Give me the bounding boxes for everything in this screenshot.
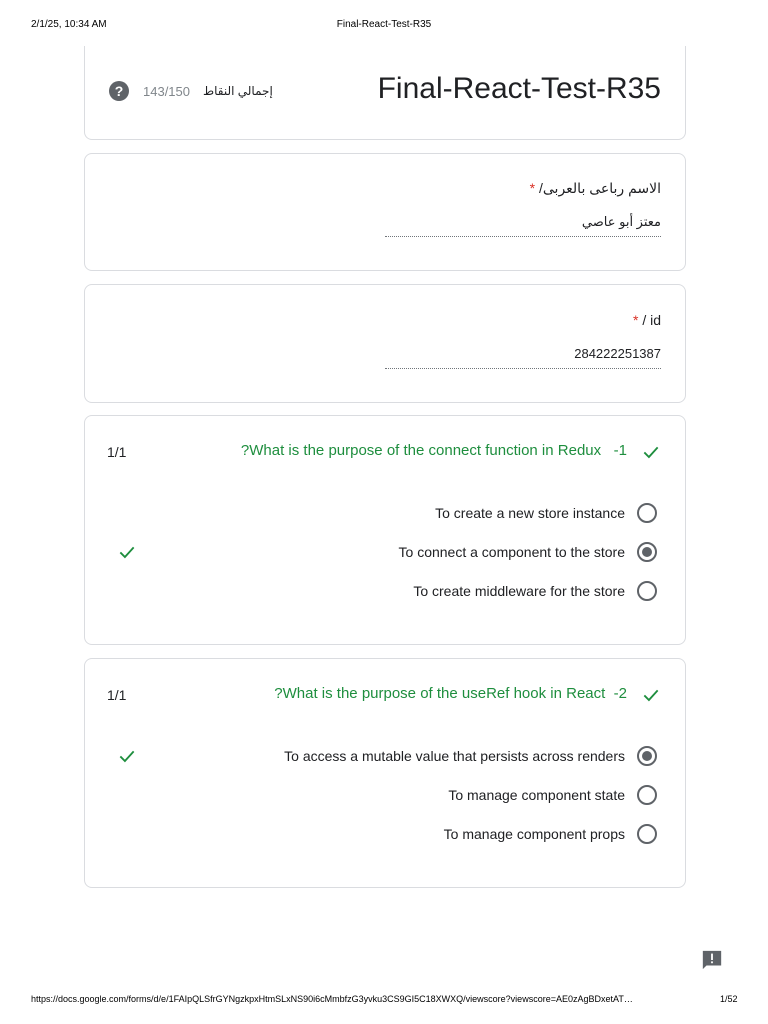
required-mark: * — [529, 180, 536, 196]
total-score-value: 143/150 — [143, 84, 190, 99]
question-title — [241, 442, 627, 459]
answer-option[interactable] — [435, 502, 657, 524]
radio-button[interactable] — [637, 581, 657, 601]
form-header-card — [84, 46, 686, 140]
feedback-icon[interactable] — [701, 949, 723, 971]
correct-answer-check-icon — [117, 746, 137, 766]
id-answer: 284222251387 — [385, 346, 661, 369]
required-mark: * — [632, 312, 639, 328]
question-card-2 — [84, 658, 686, 888]
radio-button-selected[interactable] — [637, 542, 657, 562]
total-score-label: إجمالي النقاط — [203, 84, 273, 98]
question-number: 2- — [613, 685, 627, 702]
id-label-text: / id — [642, 312, 661, 328]
question-score: 1/1 — [107, 444, 127, 460]
option-label: To connect a component to the store — [398, 544, 625, 560]
answer-option[interactable] — [399, 541, 657, 563]
print-date: 2/1/25, 10:34 AM — [31, 19, 107, 30]
option-label: To manage component props — [443, 826, 625, 842]
help-icon[interactable]: ? — [109, 81, 129, 101]
option-label: To create a new store instance — [435, 505, 625, 521]
form-title: Final-React-Test-R35 — [377, 72, 661, 105]
question-title — [274, 685, 627, 702]
name-field-label — [530, 180, 661, 197]
option-label: To access a mutable value that persists across renders — [284, 748, 625, 764]
name-question-card — [84, 153, 686, 271]
option-label: To create middleware for the store — [413, 583, 625, 599]
print-url: https://docs.google.com/forms/d/e/1FAIpQLSfrGYNgzkpxHtmSLxNS90i6cMmbfzG3yvku3CS9GI5C18XWXQ/viewscore?viewscore=AE0zAgBDxetAT… — [31, 994, 633, 1004]
question-score: 1/1 — [107, 687, 127, 703]
question-card-1 — [84, 415, 686, 645]
name-label-text: الاسم رباعى بالعربى/ — [538, 180, 661, 196]
correct-check-icon — [641, 442, 661, 462]
name-answer: معتز أبو عاصي — [385, 214, 661, 237]
answer-option[interactable] — [413, 580, 657, 602]
question-number: 1- — [613, 442, 627, 459]
option-label: To manage component state — [448, 787, 625, 803]
question-text: ?What is the purpose of the connect function in Redux — [240, 442, 602, 459]
radio-button[interactable] — [637, 824, 657, 844]
radio-button[interactable] — [637, 785, 657, 805]
print-title: Final-React-Test-R35 — [336, 19, 432, 30]
answer-option[interactable] — [284, 745, 657, 767]
id-question-card — [84, 284, 686, 403]
question-text: ?What is the purpose of the useRef hook in React — [274, 685, 606, 702]
correct-answer-check-icon — [117, 542, 137, 562]
radio-button[interactable] — [637, 503, 657, 523]
correct-check-icon — [641, 685, 661, 705]
answer-option[interactable] — [448, 784, 657, 806]
id-field-label — [633, 312, 661, 328]
print-header — [0, 19, 768, 33]
page-number: 1/52 — [720, 994, 738, 1004]
radio-button-selected[interactable] — [637, 746, 657, 766]
answer-option[interactable] — [444, 823, 657, 845]
